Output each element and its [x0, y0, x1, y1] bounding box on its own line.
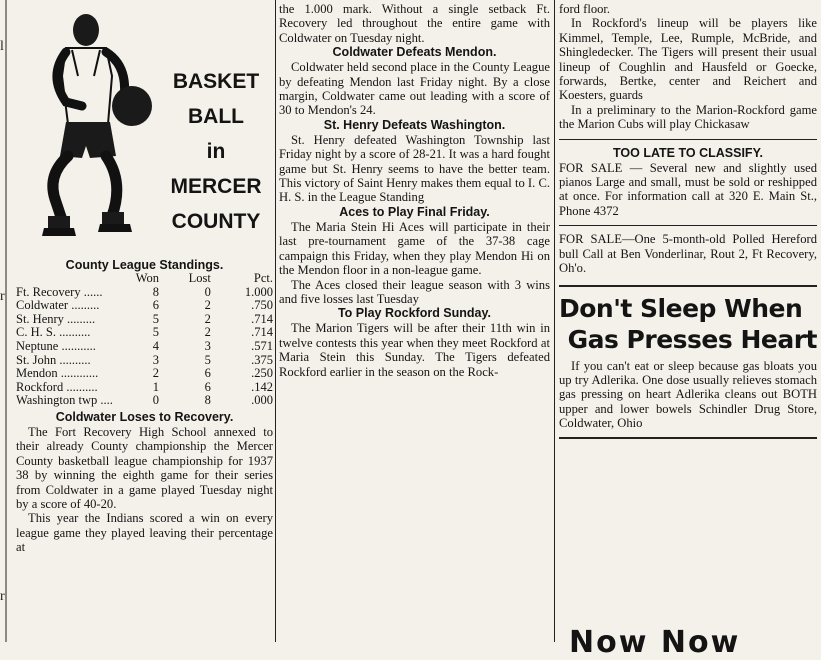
- standings-row: [16, 286, 273, 300]
- standings-cell-lost: 2: [204, 311, 211, 326]
- standings-cell-pct: .000: [251, 393, 273, 408]
- standings-cell-lost: 3: [204, 338, 211, 353]
- standings-cell-won: 0: [152, 393, 159, 408]
- standings-cell-pct: .714: [251, 325, 273, 340]
- header-pct: Pct.: [253, 271, 273, 285]
- headline-coldwater-defeats-mendon: Coldwater Defeats Mendon.: [332, 45, 497, 60]
- standings-cell-lost: 5: [204, 352, 211, 367]
- standings-row: [16, 367, 273, 381]
- next-advertisement-headline: Now Now: [569, 625, 741, 660]
- article-paragraph: In Rockford's lineup will be players like Kimmel, Temple, Lee, Rumple, McBride, and Shingledecker. The Tigers will present their usual lineup of Coughlin and Hausfeld or Goecke, forwards, Bertke, center and Reichert and Koesters, guards: [559, 16, 817, 103]
- advertisement-headline: [559, 293, 817, 355]
- header-lost: Lost: [188, 271, 211, 285]
- standings-row: [16, 354, 273, 368]
- too-late-to-classify-heading: TOO LATE TO CLASSIFY.: [612, 145, 763, 160]
- advertisement-body: If you can't eat or sleep because gas bloats you up try Adlerika. One dose usually relieves stomach gas pressing on heart Adlerika cleans out BOTH upper and lower bowels Schindler Drug Store, Coldwater, Ohio: [559, 358, 817, 431]
- banner-title-line: MERCER: [170, 175, 262, 198]
- headline-st-henry-defeats-washington: St. Henry Defeats Washington.: [323, 117, 506, 132]
- standings-cell-won: 2: [152, 366, 159, 381]
- standings-row: [16, 313, 273, 327]
- headline-to-play-rockford: To Play Rockford Sunday.: [337, 306, 492, 321]
- basketball-banner: [16, 2, 273, 252]
- section-divider: [559, 437, 817, 439]
- standings-cell-pct: .142: [251, 379, 273, 394]
- column-3: [559, 2, 817, 660]
- article-paragraph: This year the Indians scored a win on every league game they played leaving their percentage at: [16, 511, 273, 555]
- article-paragraph: The Maria Stein Hi Aces will participate in their last pre-tournament game of the 37-38 cage campaign this Friday, when they play Mendon Hi on the Mendon floor in a non-league game.: [279, 219, 550, 278]
- standings-cell-pct: .250: [251, 366, 273, 381]
- standings-cell-won: 1: [152, 379, 159, 394]
- standings-row: [16, 299, 273, 313]
- standings-cell-lost: 6: [204, 366, 211, 381]
- basketball-player-illustration: [16, 6, 156, 246]
- banner-title: [156, 64, 276, 239]
- standings-cell-pct: .714: [251, 311, 273, 326]
- section-divider: [559, 225, 817, 226]
- section-divider: [559, 139, 817, 140]
- standings-cell-team: Neptune ...........: [16, 338, 96, 353]
- standings-cell-team: Mendon ............: [16, 366, 99, 381]
- standings-cell-won: 8: [152, 284, 159, 299]
- left-column-edge: [0, 0, 14, 642]
- column-2: [279, 2, 550, 642]
- banner-title-line: BALL: [188, 105, 244, 128]
- standings-cell-pct: .571: [251, 338, 273, 353]
- standings-table: [16, 272, 273, 408]
- headline-aces-to-play: Aces to Play Final Friday.: [339, 204, 490, 219]
- standings-cell-team: C. H. S. ..........: [16, 325, 91, 340]
- standings-cell-pct: .750: [251, 298, 273, 313]
- banner-title-line: BASKET: [172, 70, 260, 93]
- standings-cell-lost: 2: [204, 298, 211, 313]
- standings-cell-team: St. John ..........: [16, 352, 91, 367]
- standings-row: [16, 340, 273, 354]
- standings-cell-team: Rockford ..........: [16, 379, 98, 394]
- standings-row: [16, 394, 273, 408]
- article-paragraph: The Aces closed their league season with 3 wins and five losses last Tuesday: [279, 277, 550, 306]
- article-paragraph: The Fort Recovery High School annexed to their already County championship the Mercer County basketball league championship for 1937 38 by winning the eighth game for their series from Coldwater in a game played Tuesday night by a score of 40-20.: [16, 424, 273, 511]
- standings-cell-won: 3: [152, 352, 159, 367]
- classified-ad-bull: FOR SALE—One 5-month-old Polled Hereford bull Call at Ben Vonderlinar, Rout 2, Ft Recovery, Oh'o.: [559, 232, 817, 276]
- advertisement-headline-line: Don't Sleep When: [559, 293, 803, 323]
- standings-cell-team: Coldwater .........: [16, 298, 100, 313]
- standings-cell-team: Washington twp ....: [16, 393, 113, 408]
- banner-title-line: in: [206, 140, 226, 163]
- standings-title: County League Standings.: [65, 258, 224, 272]
- article-paragraph: The Marion Tigers will be after their 11th win in twelve contests this year when they meet Rockford at Maria Stein this Sunday. The Tigers defeated Rockford earlier in the season on the Rock-: [279, 321, 550, 379]
- standings-row: [16, 381, 273, 395]
- article-paragraph: the 1.000 mark. Without a single setback Ft. Recovery led throughout the entire game with Coldwater on Tuesday night.: [279, 2, 550, 45]
- section-divider: [559, 285, 817, 287]
- standings-cell-team: St. Henry .........: [16, 311, 96, 326]
- standings-row: [16, 326, 273, 340]
- column-1: [16, 2, 273, 642]
- classified-ad-pianos: FOR SALE — Several new and slightly used pianos Large and small, must be sold or reshipped at once. For information call at 320 E. Main St., Phone 4372: [559, 160, 817, 218]
- headline-coldwater-loses: Coldwater Loses to Recovery.: [55, 409, 234, 424]
- standings-cell-lost: 6: [204, 379, 211, 394]
- banner-title-line: COUNTY: [171, 210, 261, 233]
- advertisement-headline-line: Gas Presses Heart: [567, 324, 817, 354]
- standings-cell-team: Ft. Recovery ......: [16, 284, 103, 299]
- article-paragraph: In a preliminary to the Marion-Rockford game the Marion Cubs will play Chickasaw: [559, 102, 817, 132]
- header-team: [16, 272, 120, 286]
- standings-cell-won: 5: [152, 311, 159, 326]
- standings-cell-pct: .375: [251, 352, 273, 367]
- header-won: Won: [135, 271, 159, 285]
- standings-cell-lost: 2: [204, 325, 211, 340]
- standings-cell-won: 5: [152, 325, 159, 340]
- standings-header-row: [16, 272, 273, 286]
- column-rule-2: [554, 0, 555, 642]
- standings-cell-won: 4: [152, 338, 159, 353]
- article-paragraph: ford floor.: [559, 2, 611, 16]
- article-paragraph: Coldwater held second place in the County League by defeating Mendon last Friday night. By a close margin, Coldwater came out leading with a score of 30 to Mendon's 24.: [279, 60, 550, 118]
- standings-cell-lost: 8: [204, 393, 211, 408]
- svg-text:r: r: [0, 589, 5, 604]
- article-paragraph: St. Henry defeated Washington Township last Friday night by a score of 28-21. It was a hard fought game but St. Henry seems to have the better team. This victory of Saint Henry makes them equal to I. C. H. S. in the League Standing: [279, 132, 550, 205]
- standings-cell-lost: 0: [204, 284, 211, 299]
- svg-text:r: r: [0, 289, 5, 304]
- svg-text:l: l: [0, 39, 4, 54]
- standings-cell-pct: 1.000: [244, 284, 273, 299]
- standings-cell-won: 6: [152, 298, 159, 313]
